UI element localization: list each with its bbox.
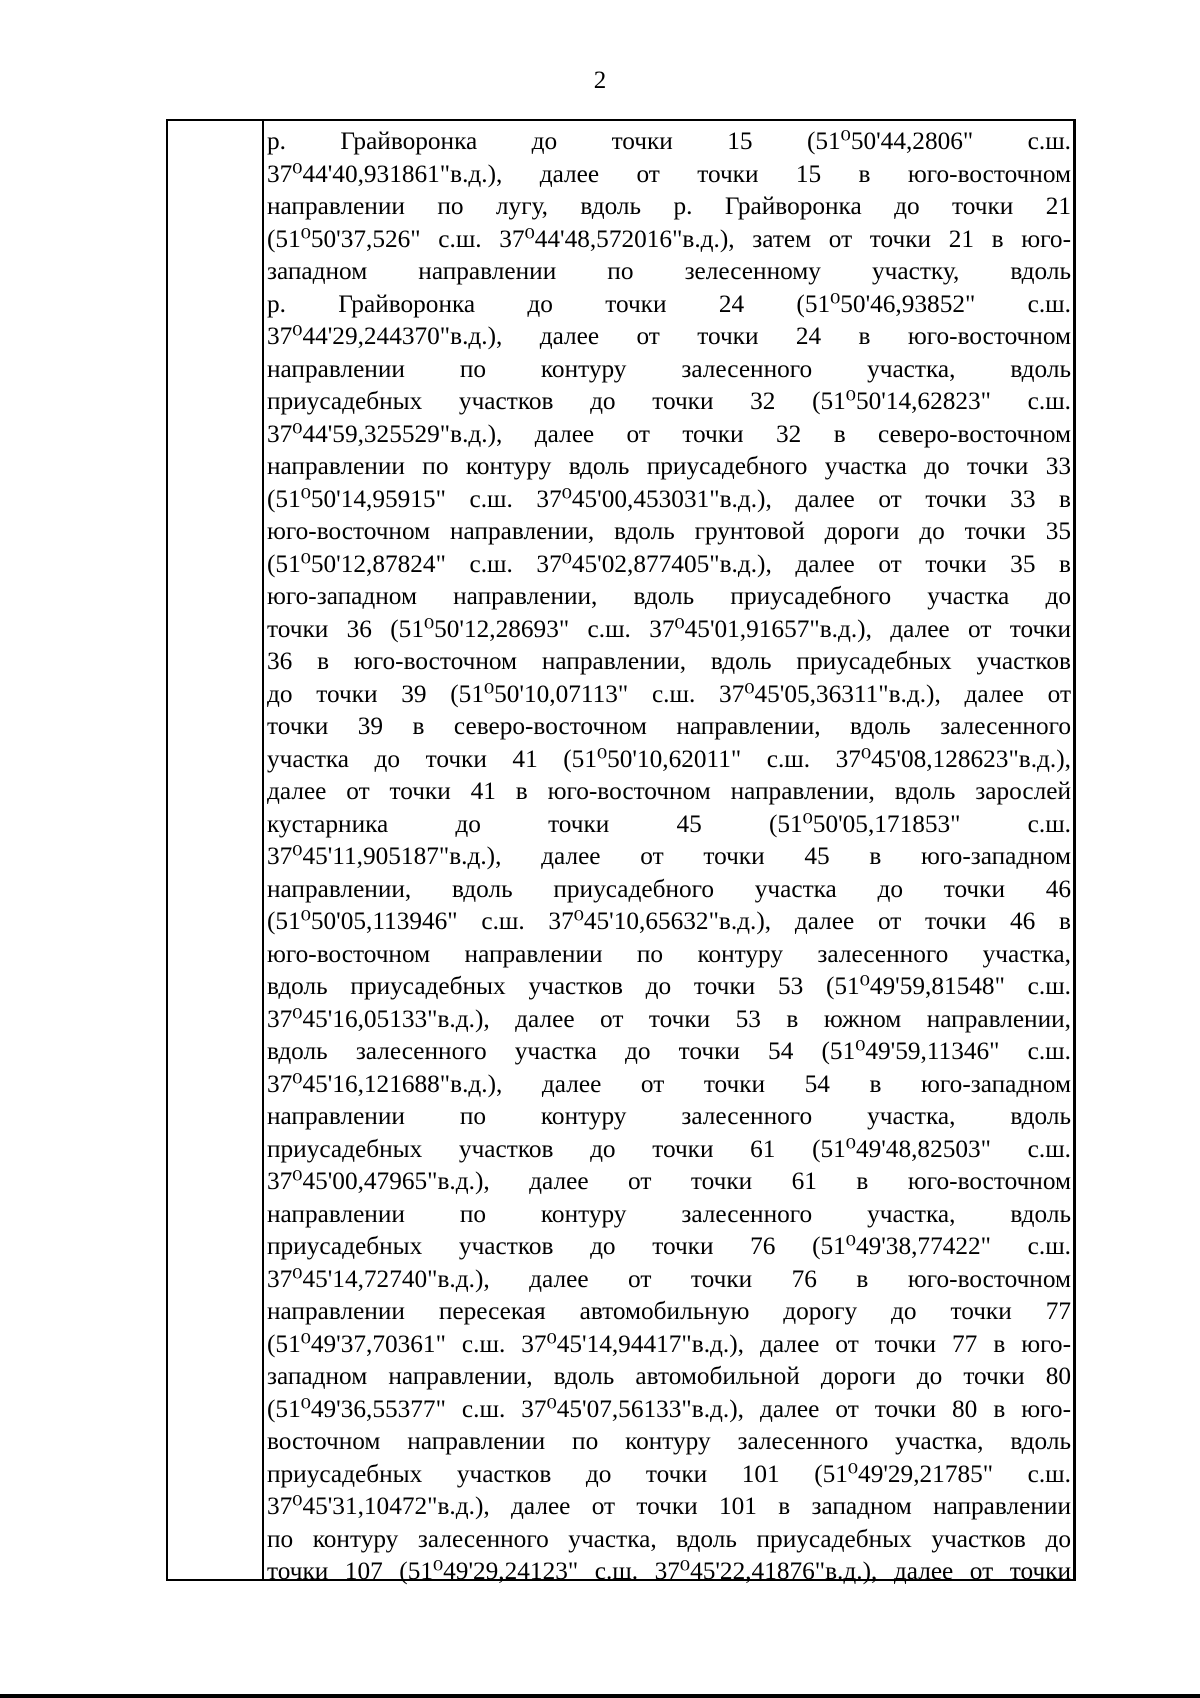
text-line: 36 в юго-восточном направлении, вдоль приусадебных участков (267, 647, 1071, 675)
text-line: кустарника до точки 45 (51⁰50'05,171853" с.ш. (267, 809, 1071, 838)
text-line: 37⁰44'59,325529"в.д.), далее от точки 32 в северо-восточном (267, 419, 1071, 448)
text-line: приусадебных участков до точки 101 (51⁰49'29,21785" с.ш. (267, 1459, 1071, 1488)
text-line: вдоль приусадебных участков до точки 53 (51⁰49'59,81548" с.ш. (267, 972, 1071, 1000)
text-line: по контуру залесенного участка, вдоль приусадебных участков до (267, 1524, 1071, 1553)
text-line: 37⁰45'14,72740"в.д.), далее от точки 76 в юго-восточном (267, 1264, 1071, 1293)
text-line: точки 39 в северо-восточном направлении, вдоль залесенного (267, 712, 1071, 740)
text-line: (51⁰50'14,95915" с.ш. 37⁰45'00,453031"в.д.), далее от точки 33 в (267, 484, 1071, 513)
table-left-cell (168, 121, 264, 1579)
text-line: направлении пересекая автомобильную дорогу до точки 77 (267, 1297, 1071, 1325)
text-line: приусадебных участков до точки 61 (51⁰49'48,82503" с.ш. (267, 1134, 1071, 1163)
text-line: р. Грайворонка до точки 24 (51⁰50'46,93852" с.ш. (267, 289, 1071, 318)
text-line: р. Грайворонка до точки 15 (51⁰50'44,2806" с.ш. (267, 127, 1071, 155)
text-line: 37⁰44'40,931861"в.д.), далее от точки 15 в юго-восточном (267, 159, 1071, 188)
text-line: вдоль залесенного участка до точки 54 (51⁰49'59,11346" с.ш. (267, 1037, 1071, 1065)
text-line: 37⁰45'16,121688"в.д.), далее от точки 54 в юго-западном (267, 1069, 1071, 1098)
text-line: юго-восточном направлении по контуру залесенного участка, (267, 939, 1071, 968)
document-table (166, 119, 1076, 1585)
text-line: юго-восточном направлении, вдоль грунтовой дороги до точки 35 (267, 517, 1071, 545)
text-line: 37⁰45'16,05133"в.д.), далее от точки 53 в южном направлении, (267, 1004, 1071, 1033)
text-line: направлении по лугу, вдоль р. Грайворонка до точки 21 (267, 192, 1071, 220)
text-line: 37⁰45'00,47965"в.д.), далее от точки 61 в юго-восточном (267, 1167, 1071, 1195)
text-line: (51⁰50'12,87824" с.ш. 37⁰45'02,877405"в.д.), далее от точки 35 в (267, 549, 1071, 578)
text-line: направлении по контуру залесенного участка, вдоль (267, 1199, 1071, 1228)
text-line: приусадебных участков до точки 76 (51⁰49'38,77422" с.ш. (267, 1232, 1071, 1260)
text-line: направлении, вдоль приусадебного участка до точки 46 (267, 874, 1071, 903)
text-line: до точки 39 (51⁰50'10,07113" с.ш. 37⁰45'05,36311"в.д.), далее от (267, 679, 1071, 708)
text-line: западном направлении, вдоль автомобильной дороги до точки 80 (267, 1362, 1071, 1390)
text-line: (51⁰49'37,70361" с.ш. 37⁰45'14,94417"в.д.), далее от точки 77 в юго- (267, 1329, 1071, 1358)
page-number: 2 (593, 67, 607, 94)
text-line: 37⁰45'31,10472"в.д.), далее от точки 101 в западном направлении (267, 1492, 1071, 1520)
text-line: точки 36 (51⁰50'12,28693" с.ш. 37⁰45'01,91657"в.д.), далее от точки (267, 614, 1071, 643)
table-text-cell (264, 121, 1074, 1585)
text-line: 37⁰44'29,244370"в.д.), далее от точки 24 в юго-восточном (267, 322, 1071, 350)
text-line: (51⁰50'05,113946" с.ш. 37⁰45'10,65632"в.д.), далее от точки 46 в (267, 907, 1071, 935)
text-line: 37⁰45'11,905187"в.д.), далее от точки 45 в юго-западном (267, 842, 1071, 870)
text-line: приусадебных участков до точки 32 (51⁰50'14,62823" с.ш. (267, 387, 1071, 415)
text-line: точки 107 (51⁰49'29,24123" с.ш. 37⁰45'22,41876"в.д.), далее от точки (267, 1557, 1071, 1585)
text-line: юго-западном направлении, вдоль приусадебного участка до (267, 582, 1071, 610)
text-line: западном направлении по зелесенному участку, вдоль (267, 257, 1071, 285)
text-line: восточном направлении по контуру залесенного участка, вдоль (267, 1427, 1071, 1455)
text-line: далее от точки 41 в юго-восточном направлении, вдоль зарослей (267, 777, 1071, 805)
text-line: направлении по контуру вдоль приусадебного участка до точки 33 (267, 452, 1071, 480)
text-line: (51⁰50'37,526" с.ш. 37⁰44'48,572016"в.д.), затем от точки 21 в юго- (267, 224, 1071, 253)
bottom-edge-rule (0, 1694, 1200, 1698)
text-line: направлении по контуру залесенного участка, вдоль (267, 1102, 1071, 1130)
text-line: участка до точки 41 (51⁰50'10,62011" с.ш. 37⁰45'08,128623"в.д.), (267, 744, 1071, 773)
text-line: направлении по контуру залесенного участка, вдоль (267, 354, 1071, 383)
text-line: (51⁰49'36,55377" с.ш. 37⁰45'07,56133"в.д.), далее от точки 80 в юго- (267, 1394, 1071, 1423)
